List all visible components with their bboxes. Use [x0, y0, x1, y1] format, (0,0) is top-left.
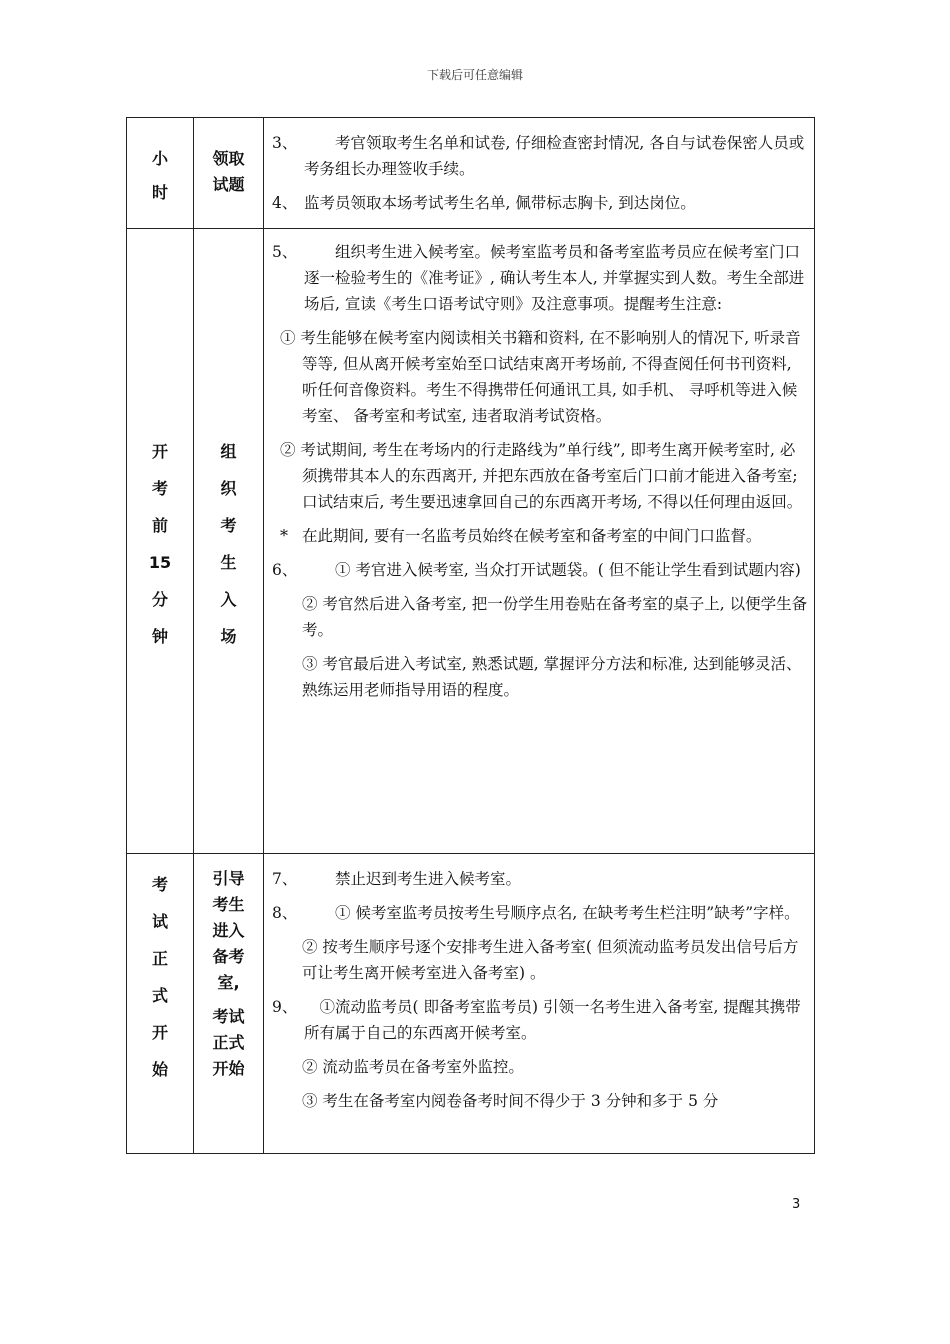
item-number: 7、 [272, 870, 298, 888]
task-label-line: 室, [217, 973, 240, 992]
time-label-char: 钟 [151, 627, 168, 646]
page-header: 下载后可任意编辑 [426, 68, 523, 82]
item-text: ① 候考室监考员按考生号顺序点名, 在缺考考生栏注明”缺考”字样。 [304, 904, 800, 922]
note-item: ② 考试期间, 考生在考场内的行走路线为”单行线”, 即考生离开候考室时, 必须携带其本人的东西离开, 并把东西放在备考室后门口前才能进入备考室; 口试结束后, 考生要迅速拿回自己的东西离开考场, 不得以任何理由返回。 [280, 441, 803, 511]
time-cell [127, 854, 194, 1154]
exam-procedure-table [126, 117, 815, 1154]
time-label-char: 试 [151, 912, 168, 931]
time-label-char: 始 [151, 1060, 168, 1079]
sub-item: ② 流动监考员在备考室外监控。 [302, 1058, 524, 1076]
task-label-line: 正式 [212, 1033, 245, 1052]
time-label-char: 前 [151, 516, 168, 535]
item-number: 4、 [272, 194, 298, 212]
item-number: 6、 [272, 561, 298, 579]
task-label-line: 领取 [212, 149, 245, 168]
item-text: ①流动监考员( 即备考室监考员) 引领一名考生进入备考室, 提醒其携带所有属于自己的东西离开候考室。 [304, 998, 801, 1042]
task-label-char: 生 [220, 553, 237, 572]
time-label-char: 考 [151, 479, 168, 498]
sub-item: ③ 考生在备考室内阅卷备考时间不得少于 3 分钟和多于 5 分 [302, 1092, 719, 1110]
sub-item: ③ 考官最后进入考试室, 熟悉试题, 掌握评分方法和标准, 达到能够灵活、 熟练运用老师指导用语的程度。 [302, 655, 802, 699]
time-label-char: 15 [148, 553, 172, 572]
note-item [264, 523, 808, 549]
page-number: 3 [792, 1197, 801, 1212]
time-label-char: 考 [151, 875, 168, 894]
table-row [127, 229, 815, 854]
time-label-char: 小 [151, 149, 168, 168]
task-label-char: 场 [220, 627, 237, 646]
task-label-line: 考试 [212, 1007, 245, 1026]
list-item [264, 866, 808, 892]
sub-item: ② 考官然后进入备考室, 把一份学生用卷贴在备考室的桌子上, 以便学生备考。 [302, 595, 808, 639]
item-number: 5、 [272, 243, 298, 261]
sub-item: ② 按考生顺序号逐个安排考生进入备考室( 但须流动监考员发出信号后方可让考生离开候考室进入备考室) 。 [302, 938, 799, 982]
item-number: 3、 [272, 134, 298, 152]
list-item [264, 190, 808, 216]
task-label-line: 考生 [212, 895, 245, 914]
table-row [127, 118, 815, 229]
list-item [264, 557, 808, 583]
task-label-char: 考 [220, 516, 237, 535]
time-label-char: 开 [151, 442, 168, 461]
task-label-line: 备考 [212, 947, 245, 966]
task-label-char: 入 [220, 590, 237, 609]
time-label-char: 时 [151, 183, 168, 202]
item-number: 9、 [272, 998, 298, 1016]
content-cell [264, 854, 815, 1154]
time-label-char: 式 [151, 986, 168, 1005]
task-label-line: 开始 [212, 1059, 245, 1078]
item-text: 监考员领取本场考试考生名单, 佩带标志胸卡, 到达岗位。 [304, 194, 696, 212]
time-label-char: 分 [151, 590, 168, 609]
list-item [264, 130, 808, 182]
item-text: 在此期间, 要有一名监考员始终在候考室和备考室的中间门口监督。 [302, 527, 762, 545]
item-text: 禁止迟到考生进入候考室。 [304, 870, 522, 888]
time-label-char: 正 [151, 949, 168, 968]
task-label-line: 进入 [212, 921, 245, 940]
time-cell [127, 118, 194, 229]
task-label-char: 组 [220, 442, 237, 461]
task-cell [194, 229, 264, 854]
list-item [264, 239, 808, 317]
asterisk-icon: * [280, 526, 288, 545]
time-cell [127, 229, 194, 854]
task-cell [194, 118, 264, 229]
list-item [264, 994, 808, 1046]
list-item [264, 900, 808, 926]
time-label-char: 开 [151, 1023, 168, 1042]
task-label-char: 织 [220, 479, 237, 498]
content-cell [264, 118, 815, 229]
item-text: ① 考官进入候考室, 当众打开试题袋。( 但不能让学生看到试题内容) [304, 561, 801, 579]
table-row [127, 854, 815, 1154]
task-label-line: 试题 [212, 175, 245, 194]
content-cell [264, 229, 815, 854]
note-item: ① 考生能够在候考室内阅读相关书籍和资料, 在不影响别人的情况下, 听录音等等, 但从离开候考室始至口试结束离开考场前, 不得查阅任何书刊资料, 听任何音像资料。考生不得携带任何通讯工具, 如手机、 寻呼机等进入候考室、 备考室和考试室, 违者取消考试资格。 [280, 329, 801, 425]
item-number: 8、 [272, 904, 298, 922]
task-label-line: 引导 [212, 869, 245, 888]
item-text: 考官领取考生名单和试卷, 仔细检查密封情况, 各自与试卷保密人员或考务组长办理签收手续。 [304, 134, 805, 178]
item-text: 组织考生进入候考室。候考室监考员和备考室监考员应在候考室门口逐一检验考生的《准考证》, 确认考生本人, 并掌握实到人数。考生全部进场后, 宣读《考生口语考试守则》及注意事项。提醒考生注意: [304, 243, 805, 313]
task-cell [194, 854, 264, 1154]
